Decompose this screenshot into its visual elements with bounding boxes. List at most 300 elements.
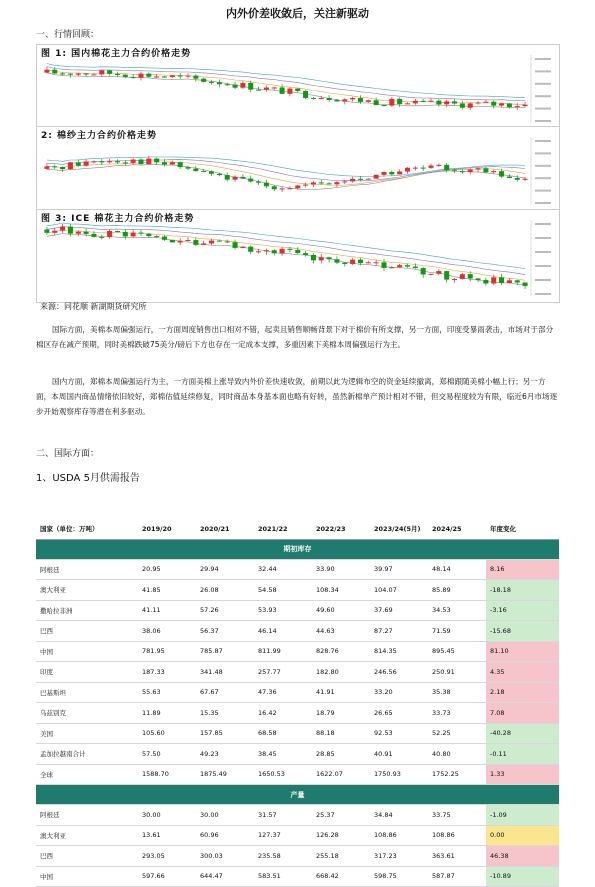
candle-body [358, 179, 363, 180]
change-cell: -3.16 [486, 600, 559, 621]
candle-body [272, 250, 277, 253]
candle-body [452, 279, 457, 280]
row-label: 巴基斯坦 [36, 682, 138, 703]
table-row [36, 723, 559, 744]
candle-body [523, 179, 528, 180]
candle-body [68, 74, 73, 75]
candle-body [311, 98, 316, 99]
candle-body [413, 101, 418, 103]
candle-body [170, 240, 175, 243]
paragraph-international: 国际方面，美棉本周偏强运行，一方面周度销售出口相对不错，起卖且销售顺畅背景下对于棉价有所支撑，另一方面，印度受暴雨袭击，市场对于部分棉区存在减产预期，同时美棉跌破75美分/磅后下方也存在一定成本支撑，多重因素下美棉本周偏强运行为主。 [36, 325, 554, 349]
candle-body [201, 79, 206, 82]
usda-table [36, 519, 559, 887]
table-row [36, 805, 559, 826]
table-header-row [36, 519, 559, 539]
change-cell: 4.35 [486, 662, 559, 683]
candle-body [515, 106, 520, 107]
candle-body [178, 75, 183, 76]
table-row [36, 580, 559, 601]
table-cell: 26.08 [196, 580, 254, 601]
candle-body [76, 162, 81, 165]
candle-body [256, 251, 261, 252]
candle-body [264, 88, 269, 90]
candle-body [405, 103, 410, 104]
table-cell: 87.27 [370, 621, 428, 642]
candle-body [483, 280, 488, 284]
candle-body [154, 236, 159, 237]
candle-body [76, 232, 81, 234]
table-cell: 11.89 [138, 703, 196, 724]
table-cell: 31.57 [254, 805, 312, 826]
section-heading-review: 一、行情回顾： [36, 30, 100, 40]
change-cell: 1.33 [486, 764, 559, 785]
candle-body [342, 263, 347, 264]
column-header: 2020/21 [196, 519, 254, 539]
candle-body [256, 90, 261, 91]
candle-body [507, 103, 512, 107]
table-row [36, 825, 559, 846]
candle-body [452, 170, 457, 171]
candle-body [303, 185, 308, 186]
candle-body [280, 87, 285, 93]
moving-average-line [47, 70, 525, 105]
candle-body [154, 76, 159, 77]
candle-body [358, 98, 363, 102]
candle-body [460, 274, 465, 279]
column-header: 2021/22 [254, 519, 312, 539]
candle-body [287, 188, 292, 189]
candle-body [374, 175, 379, 179]
table-cell: 40.80 [428, 744, 486, 765]
candle-body [240, 83, 245, 88]
candle-body [52, 231, 57, 233]
candle-body [421, 168, 426, 169]
table-cell: 25.37 [312, 805, 370, 826]
table-cell: 1588.70 [138, 764, 196, 785]
table-cell: 108.34 [312, 580, 370, 601]
axis-tick-mark [535, 190, 551, 192]
candle-body [460, 103, 465, 107]
change-cell: -10.89 [486, 866, 559, 887]
row-label: 澳大利亚 [36, 825, 138, 846]
candle-body [217, 241, 222, 242]
change-cell: 81.10 [486, 641, 559, 662]
candle-body [374, 262, 379, 263]
candle-body [491, 102, 496, 106]
change-cell: -40.28 [486, 723, 559, 744]
table-cell: 235.58 [254, 846, 312, 867]
candle-body [468, 103, 473, 107]
table-cell: 13.61 [138, 825, 196, 846]
paragraph-domestic: 国内方面，郑棉本周偏强运行为主，一方面美棉上涨导致内外价差快速收敛，前期以此为逻辑布空的资金延续撤离，郑棉跟随美棉小幅上行；另一方面，本周国内商品情绪依旧较好，郑棉估值延续修复，同时商品本身基本面也略有好转，虽然新棉单产预计相对不错，但交易程度较为有限，临近6月市场逐步开始观察库存等潜在利多驱动。 [36, 377, 558, 416]
table-cell: 38.06 [138, 621, 196, 642]
candle-body [397, 171, 402, 174]
table-cell: 49.60 [312, 600, 370, 621]
candle-body [397, 265, 402, 267]
candle-body [272, 87, 277, 88]
moving-average-line [47, 64, 525, 98]
candle-body [240, 247, 245, 248]
candle-body [193, 169, 198, 171]
table-cell: 68.58 [254, 723, 312, 744]
candle-body [287, 249, 292, 250]
table-cell: 895.45 [428, 641, 486, 662]
candle-body [334, 182, 339, 184]
table-row [36, 703, 559, 724]
candle-body [256, 182, 261, 183]
candle-body [162, 162, 167, 164]
table-section-row [36, 539, 559, 559]
table-cell: 28.85 [312, 744, 370, 765]
candle-body [311, 182, 316, 184]
table-cell: 1650.53 [254, 764, 312, 785]
chart-yarn [36, 126, 560, 212]
change-cell: 46.38 [486, 846, 559, 867]
change-cell: 7.08 [486, 703, 559, 724]
candle-body [162, 76, 167, 77]
candle-body [107, 70, 112, 74]
candle-body [421, 268, 426, 274]
candle-body [44, 70, 49, 73]
candle-body [523, 283, 528, 287]
candle-body [264, 250, 269, 251]
table-cell: 16.42 [254, 703, 312, 724]
table-row [36, 600, 559, 621]
candle-body [193, 240, 198, 245]
candle-body [295, 186, 300, 189]
table-cell: 668.42 [312, 866, 370, 887]
table-cell: 56.37 [196, 621, 254, 642]
table-cell: 250.91 [428, 662, 486, 683]
table-cell: 49.23 [196, 744, 254, 765]
table-row [36, 662, 559, 683]
candle-body [523, 105, 528, 106]
row-label: 印度 [36, 662, 138, 683]
table-row [36, 744, 559, 765]
candle-body [131, 77, 136, 78]
axis-tick-mark [535, 108, 551, 110]
chart-3-caption: 图 3: ICE 棉花主力合约价格走势 [41, 214, 195, 224]
candle-body [476, 102, 481, 103]
row-label: 孟加拉越南合计 [36, 744, 138, 765]
candle-body [303, 253, 308, 255]
section-label: 期初库存 [36, 539, 559, 559]
candle-body [366, 100, 371, 102]
column-header: 年度变化 [486, 519, 559, 539]
row-label: 撒哈拉非洲 [36, 600, 138, 621]
candle-body [138, 74, 143, 78]
candle-body [217, 174, 222, 175]
change-cell: -0.11 [486, 744, 559, 765]
candle-body [99, 237, 104, 238]
candle-body [162, 237, 167, 240]
candle-body [389, 267, 394, 268]
candle-body [52, 70, 57, 74]
candle-body [115, 161, 120, 162]
candle-body [342, 181, 347, 182]
table-cell: 644.47 [196, 866, 254, 887]
table-cell: 1875.49 [196, 764, 254, 785]
candle-body [507, 280, 512, 283]
candle-body [429, 274, 434, 275]
column-header: 国家（单位：万吨） [36, 519, 138, 539]
axis-tick-mark [535, 83, 551, 85]
candle-body [138, 160, 143, 165]
table-cell: 828.76 [312, 641, 370, 662]
candle-body [468, 274, 473, 278]
candle-body [84, 232, 89, 234]
candle-body [397, 99, 402, 104]
table-cell: 30.00 [138, 805, 196, 826]
candle-body [429, 101, 434, 102]
candle-body [499, 277, 504, 283]
table-cell: 41.11 [138, 600, 196, 621]
table-cell: 363.61 [428, 846, 486, 867]
axis-tick-mark [535, 70, 551, 72]
candle-body [491, 277, 496, 283]
candle-body [170, 75, 175, 77]
document-title: 内外价差收敛后，关注新驱动 [226, 7, 369, 20]
candle-body [68, 162, 73, 169]
table-cell: 1622.07 [312, 764, 370, 785]
candle-body [91, 161, 96, 162]
table-cell: 30.00 [196, 805, 254, 826]
section-label: 产量 [36, 785, 559, 805]
table-cell: 127.37 [254, 825, 312, 846]
candle-body [476, 278, 481, 279]
table-cell: 781.95 [138, 641, 196, 662]
row-label: 巴西 [36, 846, 138, 867]
candle-body [123, 232, 128, 236]
table-section-row [36, 785, 559, 805]
candle-body [44, 166, 49, 169]
table-cell: 33.75 [428, 805, 486, 826]
table-cell: 38.45 [254, 744, 312, 765]
moving-average-line [47, 223, 525, 269]
section-heading-international: 二、国际方面： [36, 449, 100, 459]
table-cell: 1750.93 [370, 764, 428, 785]
candle-body [60, 227, 65, 231]
table-cell: 598.75 [370, 866, 428, 887]
axis-tick-mark [535, 140, 551, 142]
candle-body [240, 177, 245, 179]
chart-source: 来源：同花顺 新湖期货研究所 [40, 302, 147, 311]
axis-tick-mark [535, 237, 551, 239]
candle-body [342, 99, 347, 101]
axis-tick-mark [535, 202, 551, 204]
candle-body [233, 242, 238, 248]
candle-body [248, 83, 253, 90]
axis-tick-mark [535, 152, 551, 154]
candle-body [209, 241, 214, 244]
table-cell: 37.69 [370, 600, 428, 621]
candle-body [413, 168, 418, 169]
row-label: 巴西 [36, 621, 138, 642]
column-header: 2019/20 [138, 519, 196, 539]
candle-body [311, 255, 316, 260]
candle-body [225, 175, 230, 180]
candle-body [107, 231, 112, 237]
row-label: 阿根廷 [36, 805, 138, 826]
axis-tick-mark [535, 223, 551, 225]
candle-body [405, 265, 410, 266]
candle-body [186, 240, 191, 241]
candle-body [319, 98, 324, 99]
candle-body [52, 166, 57, 167]
candle-body [99, 161, 104, 162]
axis-tick-mark [535, 293, 551, 295]
candle-body [209, 171, 214, 173]
candle-body [146, 234, 151, 236]
change-cell: -1.09 [486, 805, 559, 826]
table-cell: 54.58 [254, 580, 312, 601]
table-cell: 88.18 [312, 723, 370, 744]
candle-body [131, 233, 136, 237]
candle-body [115, 231, 120, 232]
candle-body [515, 280, 520, 282]
table-cell: 814.35 [370, 641, 428, 662]
chart-cotton-domestic [36, 44, 560, 130]
column-header: 2024/25 [428, 519, 486, 539]
candle-body [491, 171, 496, 172]
candle-body [123, 162, 128, 163]
table-cell: 85.89 [428, 580, 486, 601]
candle-body [60, 167, 65, 169]
candle-body [429, 166, 434, 168]
candle-body [327, 98, 332, 100]
candle-body [178, 162, 183, 167]
candle-body [381, 172, 386, 175]
change-cell: -18.18 [486, 580, 559, 601]
table-cell: 20.95 [138, 559, 196, 580]
candle-body [186, 76, 191, 77]
candle-body [499, 103, 504, 105]
candle-body [421, 101, 426, 102]
candle-body [327, 183, 332, 184]
row-label: 乌兹别克 [36, 703, 138, 724]
table-cell: 33.73 [428, 703, 486, 724]
table-cell: 47.36 [254, 682, 312, 703]
candle-body [334, 100, 339, 101]
candle-body [295, 250, 300, 253]
table-row [36, 682, 559, 703]
table-cell: 52.25 [428, 723, 486, 744]
candle-body [366, 262, 371, 263]
candle-body [295, 89, 300, 91]
table-cell: 33.20 [370, 682, 428, 703]
table-cell: 55.63 [138, 682, 196, 703]
table-cell: 317.23 [370, 846, 428, 867]
candle-body [468, 170, 473, 172]
candle-body [436, 101, 441, 105]
table-cell: 92.53 [370, 723, 428, 744]
candle-body [248, 247, 253, 252]
candle-body [483, 102, 488, 103]
table-cell: 71.59 [428, 621, 486, 642]
candle-body [91, 234, 96, 237]
table-cell: 341.48 [196, 662, 254, 683]
candle-body [154, 159, 159, 163]
candle-body [319, 257, 324, 260]
candle-body [201, 243, 206, 244]
candle-body [444, 165, 449, 170]
table-row [36, 621, 559, 642]
change-cell: -15.68 [486, 621, 559, 642]
candle-body [146, 74, 151, 77]
table-cell: 29.94 [196, 559, 254, 580]
table-cell: 18.79 [312, 703, 370, 724]
row-label: 中国 [36, 641, 138, 662]
table-cell: 34.84 [370, 805, 428, 826]
table-cell: 33.90 [312, 559, 370, 580]
axis-tick-mark [535, 177, 551, 179]
candle-body [515, 178, 520, 180]
candle-body [225, 241, 230, 242]
change-cell: 8.16 [486, 559, 559, 580]
table-row [36, 846, 559, 867]
candle-body [233, 177, 238, 180]
candle-body [280, 249, 285, 254]
candle-body [233, 85, 238, 88]
candle-body [99, 70, 104, 74]
candle-body [217, 82, 222, 84]
chart-ice-cotton [36, 209, 560, 303]
table-cell: 811.99 [254, 641, 312, 662]
table-row [36, 764, 559, 785]
table-cell: 60.96 [196, 825, 254, 846]
table-cell: 587.87 [428, 866, 486, 887]
candle-body [483, 168, 488, 172]
change-cell: 0.00 [486, 825, 559, 846]
candle-body [170, 162, 175, 164]
row-label: 中国 [36, 866, 138, 887]
table-cell: 597.66 [138, 866, 196, 887]
table-cell: 57.50 [138, 744, 196, 765]
candle-body [178, 241, 183, 243]
row-label: 美国 [36, 723, 138, 744]
candle-body [68, 227, 73, 234]
candle-body [76, 74, 81, 75]
candle-body [358, 260, 363, 263]
table-row [36, 641, 559, 662]
candle-body [381, 105, 386, 106]
table-cell: 15.35 [196, 703, 254, 724]
candle-body [186, 167, 191, 169]
candle-body [303, 91, 308, 98]
table-row [36, 866, 559, 887]
table-cell: 1752.25 [428, 764, 486, 785]
candle-body [44, 230, 49, 233]
moving-average-line [47, 227, 525, 275]
change-cell: 2.18 [486, 682, 559, 703]
candle-body [389, 172, 394, 174]
table-cell: 44.63 [312, 621, 370, 642]
table-cell: 246.56 [370, 662, 428, 683]
candle-body [84, 161, 89, 165]
row-label: 全球 [36, 764, 138, 785]
axis-tick-mark [535, 58, 551, 60]
table-cell: 34.53 [428, 600, 486, 621]
candle-body [452, 101, 457, 103]
table-cell: 126.28 [312, 825, 370, 846]
candle-body [60, 73, 65, 74]
candle-body [138, 233, 143, 234]
candle-body [389, 99, 394, 106]
column-header: 2023/24(5月) [370, 519, 428, 539]
candle-body [499, 171, 504, 176]
candle-body [381, 262, 386, 268]
candle-body [350, 98, 355, 99]
